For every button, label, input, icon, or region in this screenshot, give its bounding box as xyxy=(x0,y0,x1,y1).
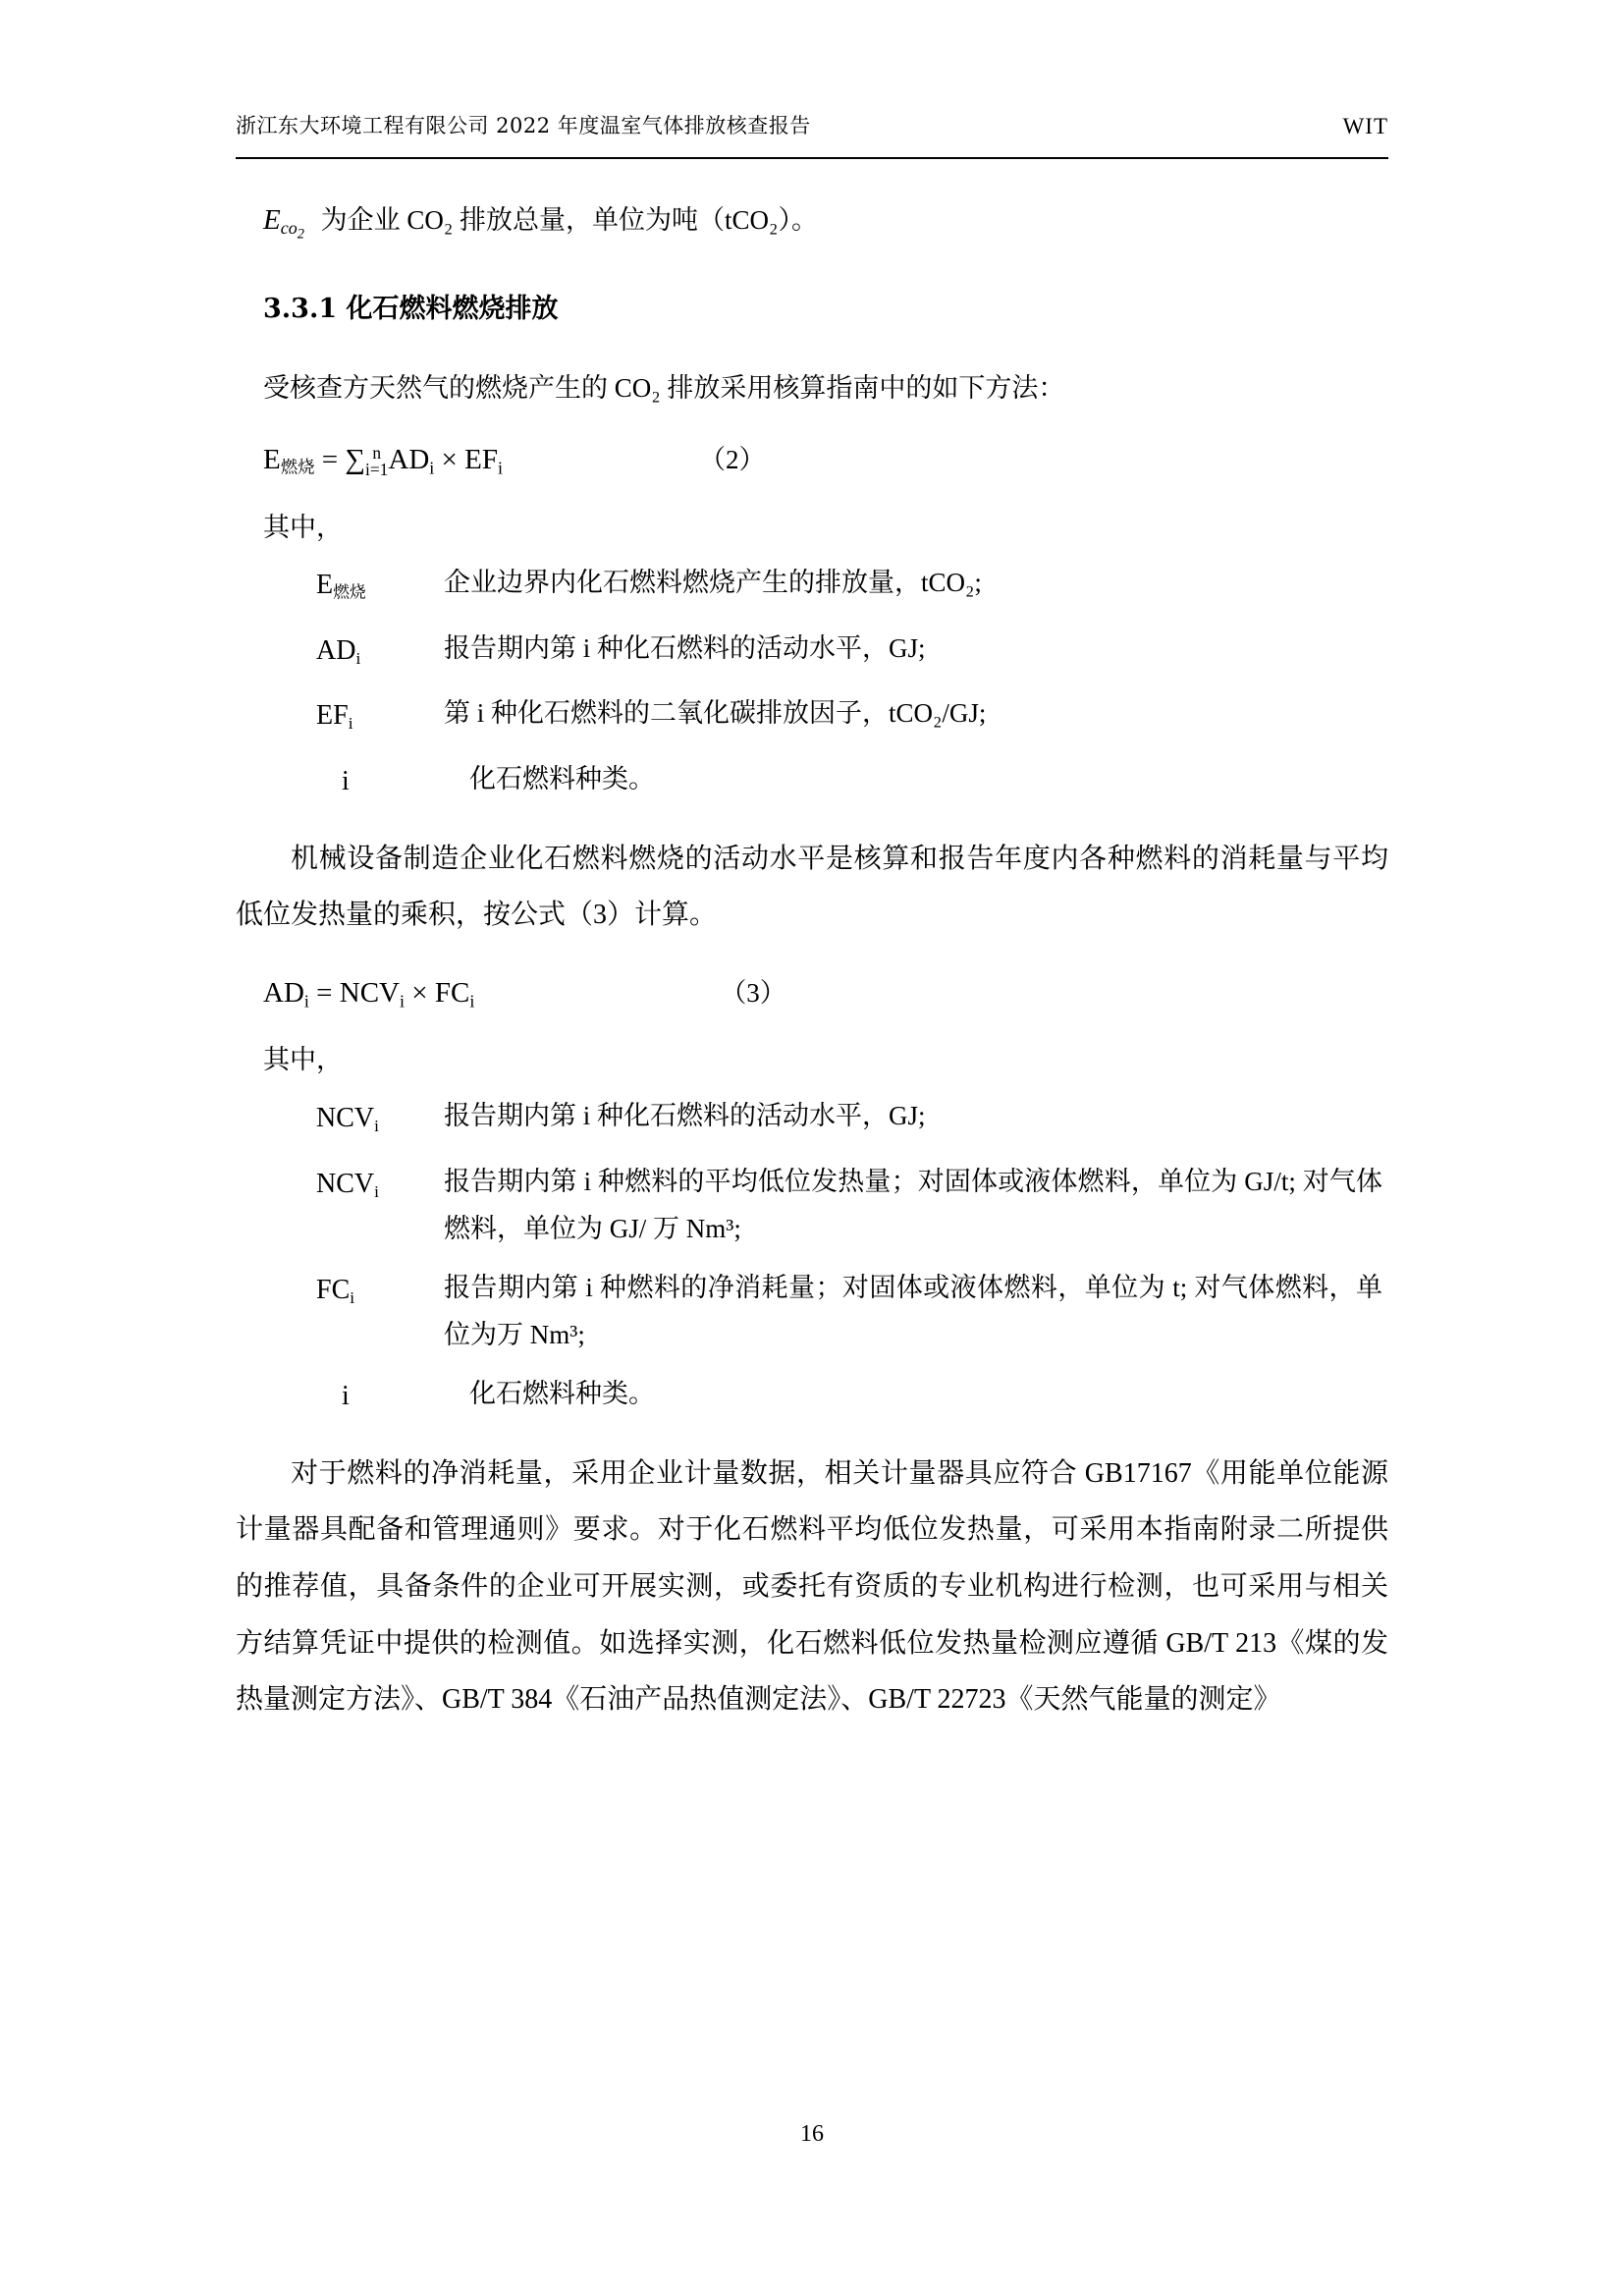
definition-row xyxy=(236,1092,1388,1146)
definition-term: i xyxy=(342,1380,350,1411)
definition-row xyxy=(236,689,1388,743)
formula-2-expression: E燃烧 = ∑ n i=1 $AD_i \times EF_i$ xyxy=(263,442,503,480)
definition-desc: 化石燃料种类。 xyxy=(469,764,655,793)
intro-text: 为企业 CO₂ 排放总量，单位为吨（tCO₂）。 xyxy=(320,205,818,235)
paragraph-method: 受核查方天然气的燃烧产生的 CO₂ 排放采用核算指南中的如下方法： xyxy=(263,373,1065,404)
definition-term: $AD_i$ xyxy=(316,634,361,669)
page-header xyxy=(236,110,1388,139)
definition-desc: 企业边界内化石燃料燃烧产生的排放量，tCO₂; xyxy=(444,568,982,598)
definition-desc: 化石燃料种类。 xyxy=(469,1378,655,1408)
definition-term: $NCV_i$ xyxy=(316,1103,379,1136)
definition-list-1 xyxy=(236,559,1388,808)
page-content xyxy=(236,192,1388,1728)
definition-term: i xyxy=(342,766,350,796)
definition-row xyxy=(236,625,1388,679)
formula-2-number: （2） xyxy=(698,445,766,475)
where-label-2: 其中， xyxy=(263,1045,343,1075)
definition-term: $NCV_i$ xyxy=(316,1168,379,1201)
definition-desc: 报告期内第 i 种燃料的净消耗量；对固体或液体燃料，单位为 t; 对气体燃料，单位为万 Nm³; xyxy=(444,1272,1382,1349)
definition-term: $FC_i$ xyxy=(316,1274,355,1308)
definition-row xyxy=(236,755,1388,809)
definition-term: $EF_i$ xyxy=(316,700,353,734)
formula-3-expression: $AD_i = NCV_i \times FC_i$ xyxy=(263,976,475,1011)
formula-3-number: （3） xyxy=(720,977,786,1008)
definition-desc: 报告期内第 i 种燃料的平均低位发热量；对固体或液体燃料，单位为 GJ/t; 对气体燃料，单位为 GJ/ 万 Nm³; xyxy=(444,1166,1382,1243)
intro-line xyxy=(236,192,1388,248)
section-heading: 3.3.1 化石燃料燃烧排放 xyxy=(263,293,559,324)
definition-row xyxy=(236,1264,1388,1358)
formula-3 xyxy=(236,965,1388,1021)
definition-desc: 报告期内第 i 种化石燃料的活动水平，GJ; xyxy=(444,632,926,663)
definition-list-2 xyxy=(236,1092,1388,1423)
paragraph-activity-level: 机械设备制造企业化石燃料燃烧的活动水平是核算和报告年度内各种燃料的消耗量与平均低位发热量的乘积，按公式（3）计算。 xyxy=(236,843,1388,931)
page-number: 16 xyxy=(800,2121,824,2147)
definition-desc: 报告期内第 i 种化石燃料的活动水平，GJ; xyxy=(444,1101,926,1131)
header-divider xyxy=(236,157,1388,159)
formula-2 xyxy=(236,432,1388,488)
definition-row xyxy=(236,1370,1388,1424)
header-right-label: WIT xyxy=(1342,114,1388,138)
where-label-1: 其中， xyxy=(263,512,343,542)
definition-desc: 第 i 种化石燃料的二氧化碳排放因子，tCO₂/GJ; xyxy=(444,698,987,729)
paragraph-measurement: 对于燃料的净消耗量，采用企业计量数据，相关计量器具应符合 GB17167《用能单位能源计量器具配备和管理通则》要求。对于化石燃料平均低位发热量，可采用本指南附录二所提供的推荐值，具备条件的企业可开展实测，或委托有资质的专业机构进行检测，也可采用与相关方结算凭证中提供的检测值。如选择实测，化石燃料低位发热量检测应遵循 GB/T 213《煤的发热量测定方法》、GB/T 384《石油产品热值测定法》、GB/T 22723《天然气能量的测定》 xyxy=(236,1457,1388,1716)
definition-row xyxy=(236,559,1388,613)
definition-term: E燃烧 xyxy=(316,570,366,602)
definition-row xyxy=(236,1158,1388,1252)
header-title: 浙江东大环境工程有限公司 2022 年度温室气体排放核查报告 xyxy=(236,114,811,137)
symbol-eco2: $E_{co_2}$ xyxy=(263,204,304,243)
